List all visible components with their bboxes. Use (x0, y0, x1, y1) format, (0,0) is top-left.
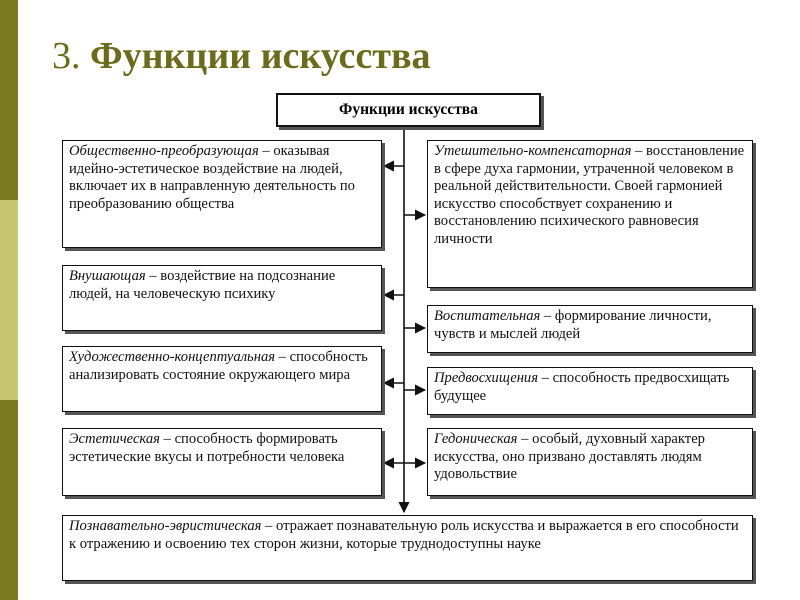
function-desc: – особый, духовный характер искусства, оно призвано доставлять людям удовольствие (434, 431, 705, 483)
function-desc: – способность формировать эстетические вкусы и потребности человека (69, 431, 345, 465)
function-box-conceptual (62, 346, 382, 412)
function-box-social (62, 140, 382, 248)
function-desc: – отражает познавательную роль искусства и выражается в его способности к отражению и освоению тех сторон жизни, которые труднодоступны науке (69, 518, 739, 552)
function-desc: – восстановление в сфере духа гармонии, утраченной человеком в реальной действительности. Своей гармонией искусство способствует сохранению и восстановлению психического равновесия личности (434, 143, 745, 247)
function-desc: – способность анализировать состояние окружающего мира (69, 349, 368, 383)
function-term: Общественно-преобразующая (69, 143, 259, 159)
function-box-suggestive (62, 265, 382, 331)
function-term: Утешительно-компенсаторная (434, 143, 632, 159)
slide-title-text: Функции искусства (90, 35, 431, 77)
function-box-educational (427, 305, 753, 353)
function-box-hedonic (427, 428, 753, 496)
function-term: Художественно-концептуальная (69, 349, 276, 365)
function-term: Воспитательная (434, 308, 541, 324)
function-desc: – формирование личности, чувств и мыслей людей (434, 308, 712, 342)
function-desc: – воздействие на подсознание людей, на человеческую психику (69, 268, 336, 302)
function-term: Эстетическая (69, 431, 160, 447)
diagram-root-box: Функции искусства (276, 93, 541, 127)
function-desc: – оказывая идейно-эстетическое воздействие на людей, включает их в направленную деятельность по преобразованию общества (69, 143, 355, 212)
function-term: Внушающая (69, 268, 146, 284)
function-box-cognitive (62, 515, 753, 581)
function-box-aesthetic (62, 428, 382, 496)
function-term: Познавательно-эвристическая (69, 518, 262, 534)
function-box-compensatory (427, 140, 753, 288)
function-term: Гедоническая (434, 431, 518, 447)
function-term: Предвосхищения (434, 370, 539, 386)
function-desc: – способность предвосхищать будущее (434, 370, 730, 404)
function-box-anticipation (427, 367, 753, 415)
slide-number: 3. (52, 35, 81, 77)
